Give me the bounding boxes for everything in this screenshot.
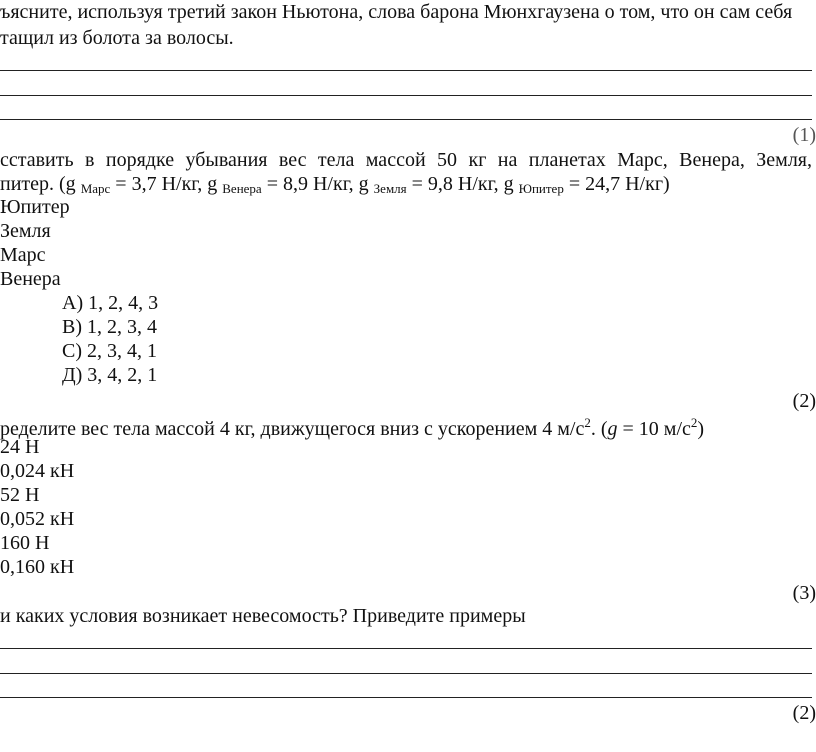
answer-line xyxy=(0,95,812,96)
answer-line xyxy=(0,648,812,649)
answer-line xyxy=(0,673,812,674)
list-item: 0,024 кН xyxy=(0,460,75,482)
task2-text-line2: питер. (g $_{Марс}$ = 3,7 Н/кг, g $_{Венера}$ = 8,9 Н/кг, g $_{Земля}$ = 9,8 Н/кг, g $_{Юпитер}$ = 24,7 Н/кг) xyxy=(0,173,670,196)
task2-text-line1: сставить в порядке убывания вес тела массой 50 кг на планетах Марс, Венера, Земля, xyxy=(0,149,812,171)
task1-text-line2: тащил из болота за волосы. xyxy=(0,27,234,49)
answer-line xyxy=(0,119,812,120)
answer-option: С) 2, 3, 4, 1 xyxy=(62,340,157,362)
task2-score: (2) xyxy=(792,390,816,412)
task4-question: и каких условия возникает невесомость? Приведите примеры xyxy=(0,605,526,627)
answer-option: А) 1, 2, 4, 3 xyxy=(62,292,159,314)
task3-score: (3) xyxy=(792,582,816,604)
task1-text-line1: ъясните, используя третий закон Ньютона, слова барона Мюнхгаузена о том, что он сам себя xyxy=(0,1,793,23)
list-item: 0,160 кН xyxy=(0,556,75,578)
answer-line xyxy=(0,697,812,698)
answer-option: Д) 3, 4, 2, 1 xyxy=(62,364,158,386)
task1-score: (1) xyxy=(792,124,816,146)
list-item: Венера xyxy=(0,268,61,290)
answer-line xyxy=(0,70,812,71)
list-item: 52 Н xyxy=(0,484,40,506)
list-item: Марс xyxy=(0,244,46,266)
task4-score: (2) xyxy=(792,702,816,724)
task3-question: ределите вес тела массой 4 кг, движущегося вниз с ускорением 4 $м/с^2$. (g = 10 $м/с^2$) xyxy=(0,415,705,440)
list-item: Юпитер xyxy=(0,196,70,218)
list-item: 160 Н xyxy=(0,532,50,554)
list-item: 0,052 кН xyxy=(0,508,75,530)
list-item: 24 Н xyxy=(0,436,40,458)
list-item: Земля xyxy=(0,220,51,242)
answer-option: В) 1, 2, 3, 4 xyxy=(62,316,157,338)
